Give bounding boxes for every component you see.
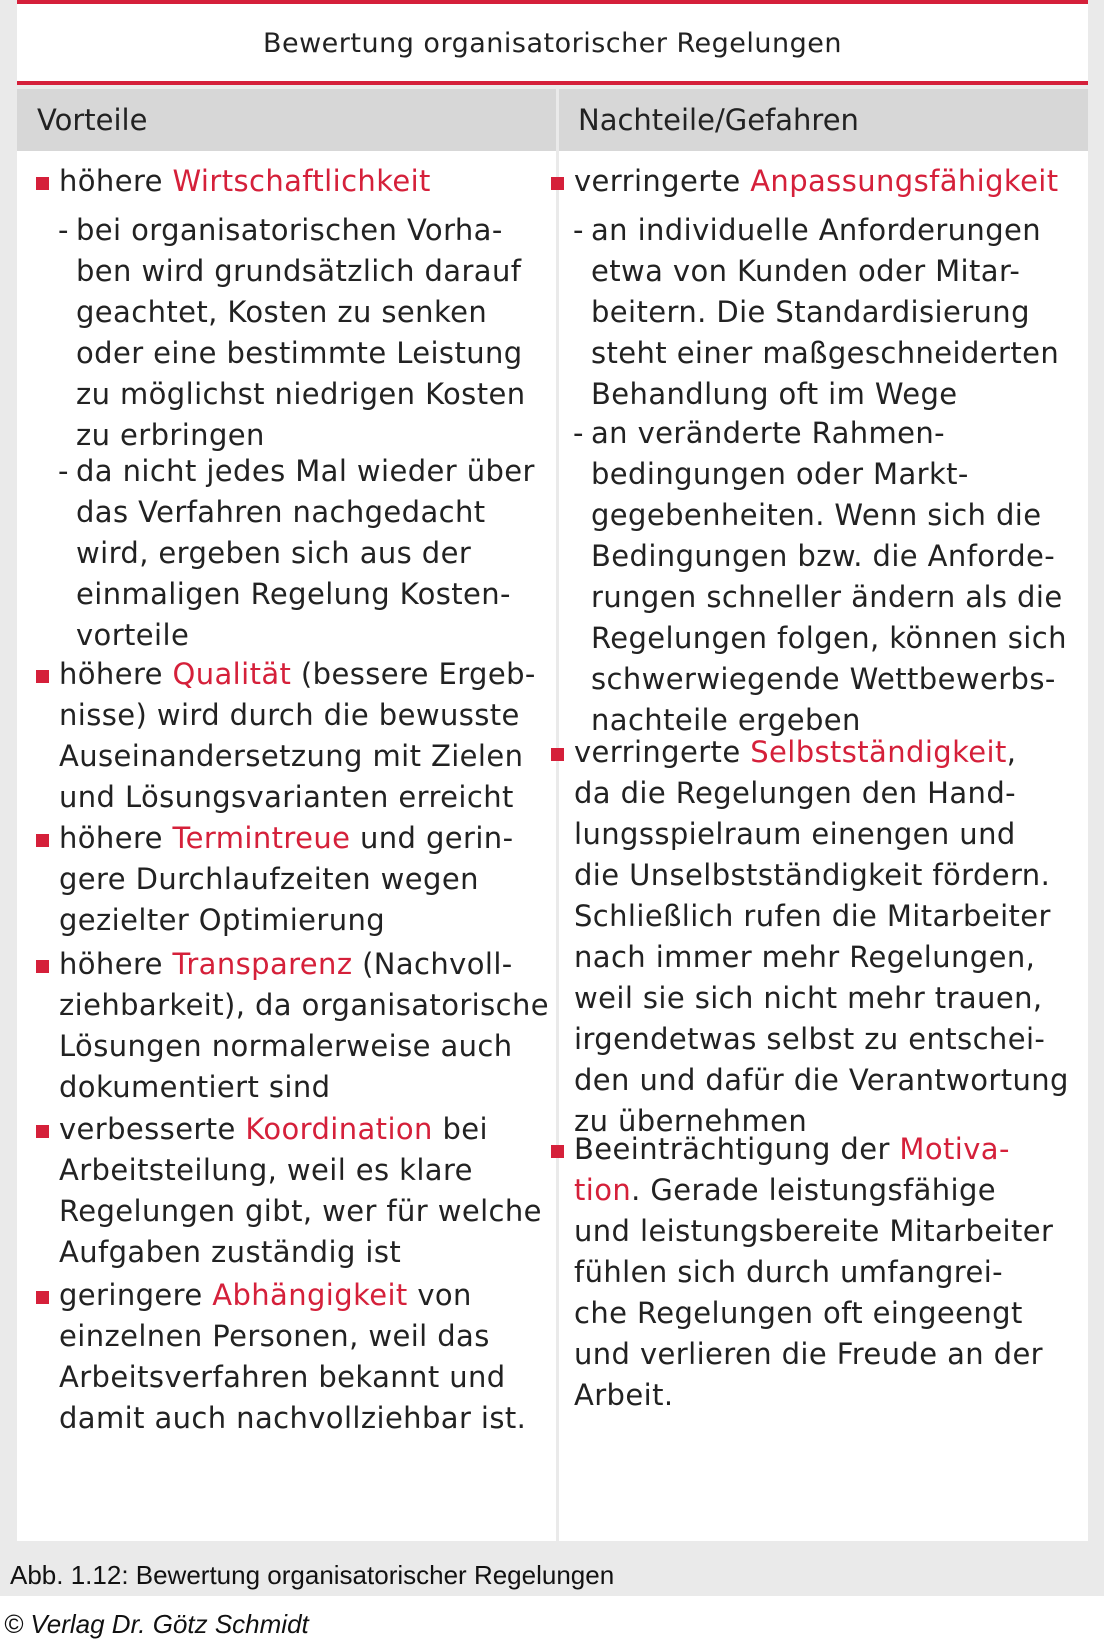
text-line	[591, 251, 1059, 292]
text-segment: Arbeitsverfahren bekannt und	[59, 1360, 506, 1394]
highlight-term: Abhängigkeit	[212, 1278, 408, 1312]
text-segment: ben wird grundsätzlich darauf	[76, 254, 522, 288]
text-segment: che Regelungen oft eingeengt	[574, 1296, 1023, 1330]
dash-marker: -	[58, 454, 69, 488]
highlight-term: Motiva-	[899, 1132, 1010, 1166]
bullet-marker	[36, 1125, 49, 1138]
text-segment: Regelungen folgen, können sich	[591, 621, 1067, 655]
text-line	[591, 577, 1067, 618]
text-line	[76, 210, 526, 251]
figure-caption: Abb. 1.12: Bewertung organisatorischer Regelungen	[10, 1560, 615, 1590]
text-segment: steht einer maßgeschneiderten	[591, 336, 1060, 370]
text-segment: da die Regelungen den Hand-	[574, 776, 1017, 810]
text-line	[59, 1067, 549, 1108]
text-segment: oder eine bestimmte Leistung	[76, 336, 523, 370]
text-segment: lungsspielraum einengen und	[574, 817, 1016, 851]
text-line	[59, 1316, 526, 1357]
text-line	[574, 1170, 1053, 1211]
text-segment: Lösungen normalerweise auch	[59, 1029, 513, 1063]
text-segment: einzelnen Personen, weil das	[59, 1319, 490, 1353]
text-segment: zu möglichst niedrigen Kosten	[76, 377, 526, 411]
text-segment: und gerin-	[350, 821, 514, 855]
text-line	[76, 574, 535, 615]
text-line	[591, 659, 1067, 700]
text-line	[59, 736, 536, 777]
vorteil-subitem	[58, 451, 535, 656]
text-line	[59, 1109, 542, 1150]
text-segment: Regelungen gibt, wer für welche	[59, 1194, 542, 1228]
text-line	[76, 492, 535, 533]
text-segment: irgendetwas selbst zu entschei-	[574, 1022, 1046, 1056]
text-segment: Auseinandersetzung mit Zielen	[59, 739, 524, 773]
text-segment: vorteile	[76, 618, 190, 652]
text-segment: gegebenheiten. Wenn sich die	[591, 498, 1042, 532]
text-line	[59, 1275, 526, 1316]
text-segment: von	[407, 1278, 472, 1312]
text-line	[574, 1334, 1053, 1375]
vorteil-subitem	[58, 210, 526, 456]
text-segment: dokumentiert sind	[59, 1070, 331, 1104]
text-segment: ,	[1006, 735, 1017, 769]
vorteil-item	[59, 1275, 526, 1439]
text-segment: ziehbarkeit), da organisatorische	[59, 988, 550, 1022]
highlight-term: Anpassungsfähigkeit	[750, 164, 1059, 198]
text-line	[591, 292, 1059, 333]
text-segment: an individuelle Anforderungen	[591, 213, 1042, 247]
text-line	[574, 978, 1069, 1019]
text-segment: . Gerade leistungsfähige	[631, 1173, 997, 1207]
text-segment: verringerte	[574, 164, 751, 198]
text-line	[76, 451, 535, 492]
text-line	[591, 618, 1067, 659]
text-segment: höhere	[59, 821, 173, 855]
nachteil-item	[574, 732, 1069, 1142]
text-line	[591, 536, 1067, 577]
text-line	[76, 251, 526, 292]
text-segment: damit auch nachvollziehbar ist.	[59, 1401, 527, 1435]
text-segment: und verlieren die Freude an der	[574, 1337, 1044, 1371]
column-header-vorteile: Vorteile	[17, 89, 556, 151]
text-line	[59, 1191, 542, 1232]
text-line	[574, 896, 1069, 937]
text-segment: beitern. Die Standardisierung	[591, 295, 1030, 329]
text-line	[574, 732, 1069, 773]
text-line	[59, 944, 549, 985]
text-segment: bedingungen oder Markt-	[591, 457, 969, 491]
text-segment: und leistungsbereite Mitarbeiter	[574, 1214, 1054, 1248]
text-segment: gezielter Optimierung	[59, 903, 386, 937]
text-line	[59, 985, 549, 1026]
text-line	[59, 1150, 542, 1191]
dash-marker: -	[573, 213, 584, 247]
text-line	[591, 495, 1067, 536]
dash-marker: -	[573, 416, 584, 450]
text-line	[76, 415, 526, 456]
text-line	[59, 859, 513, 900]
text-line	[574, 1019, 1069, 1060]
text-line	[59, 1398, 526, 1439]
text-segment: nach immer mehr Regelungen,	[574, 940, 1036, 974]
text-line	[76, 333, 526, 374]
highlight-term: Koordination	[245, 1112, 433, 1146]
highlight-term: Wirtschaftlichkeit	[172, 164, 431, 198]
highlight-term: Selbstständigkeit	[750, 735, 1007, 769]
text-line	[76, 292, 526, 333]
text-segment: bei	[432, 1112, 488, 1146]
text-line	[574, 814, 1069, 855]
vorteil-item	[59, 654, 536, 818]
column-nachteile	[559, 151, 1088, 1541]
nachteil-subitem	[573, 413, 1067, 741]
text-segment: die Unselbstständigkeit fördern.	[574, 858, 1051, 892]
dash-marker: -	[58, 213, 69, 247]
text-line	[591, 454, 1067, 495]
text-segment: nisse) wird durch die bewusste	[59, 698, 520, 732]
highlight-term: Transparenz	[172, 947, 353, 981]
vorteil-item	[59, 818, 513, 941]
text-segment: nachteile ergeben	[591, 703, 861, 737]
table-title-box	[17, 0, 1088, 85]
text-line	[574, 1375, 1053, 1416]
text-segment: Bedingungen bzw. die Anforde-	[591, 539, 1056, 573]
text-segment: an veränderte Rahmen-	[591, 416, 946, 450]
text-line	[574, 1252, 1053, 1293]
text-segment: etwa von Kunden oder Mitar-	[591, 254, 1021, 288]
text-line	[59, 818, 513, 859]
text-segment: Arbeit.	[574, 1378, 674, 1412]
text-segment: einmaligen Regelung Kosten-	[76, 577, 511, 611]
text-line	[591, 413, 1067, 454]
text-line	[59, 1026, 549, 1067]
text-line	[59, 1357, 526, 1398]
bullet-marker	[36, 670, 49, 683]
text-segment: (bessere Ergeb-	[291, 657, 536, 691]
text-segment: geachtet, Kosten zu senken	[76, 295, 488, 329]
bullet-marker	[551, 1145, 564, 1158]
text-segment: das Verfahren nachgedacht	[76, 495, 486, 529]
text-segment: fühlen sich durch umfangrei-	[574, 1255, 1004, 1289]
column-vorteile	[17, 151, 556, 1541]
text-segment: höhere	[59, 164, 173, 198]
text-line	[574, 1293, 1053, 1334]
column-header-nachteile: Nachteile/Gefahren	[559, 89, 1088, 151]
bullet-marker	[551, 177, 564, 190]
text-line	[59, 777, 536, 818]
text-line	[591, 374, 1059, 415]
text-segment: zu erbringen	[76, 418, 265, 452]
text-line	[59, 161, 431, 202]
copyright-credit: © Verlag Dr. Götz Schmidt	[4, 1609, 309, 1639]
text-line	[76, 533, 535, 574]
text-segment: Schließlich rufen die Mitarbeiter	[574, 899, 1051, 933]
text-segment: und Lösungsvarianten erreicht	[59, 780, 514, 814]
text-segment: verbesserte	[59, 1112, 246, 1146]
text-segment: Behandlung oft im Wege	[591, 377, 958, 411]
text-line	[76, 615, 535, 656]
bullet-marker	[36, 1291, 49, 1304]
text-segment: zu übernehmen	[574, 1104, 808, 1138]
vorteil-item	[59, 944, 549, 1108]
text-segment: gere Durchlaufzeiten wegen	[59, 862, 479, 896]
text-segment: da nicht jedes Mal wieder über	[76, 454, 535, 488]
text-line	[574, 855, 1069, 896]
text-line	[574, 161, 1059, 202]
bullet-marker	[36, 960, 49, 973]
text-segment: wird, ergeben sich aus der	[76, 536, 472, 570]
text-segment: rungen schneller ändern als die	[591, 580, 1063, 614]
vorteil-item	[59, 1109, 542, 1273]
table-title: Bewertung organisatorischer Regelungen	[262, 28, 843, 59]
text-segment: höhere	[59, 947, 173, 981]
text-segment: verringerte	[574, 735, 751, 769]
text-line	[59, 695, 536, 736]
highlight-term: Qualität	[172, 657, 292, 691]
text-line	[574, 1211, 1053, 1252]
text-line	[59, 654, 536, 695]
bullet-marker	[551, 748, 564, 761]
text-segment: (Nachvoll-	[352, 947, 513, 981]
text-line	[574, 1060, 1069, 1101]
text-segment: geringere	[59, 1278, 213, 1312]
text-segment: den und dafür die Verantwortung	[574, 1063, 1069, 1097]
highlight-term: Termintreue	[172, 821, 351, 855]
text-segment: schwerwiegende Wettbewerbs-	[591, 662, 1056, 696]
highlight-term: tion	[574, 1173, 632, 1207]
nachteil-item	[574, 161, 1059, 202]
text-line	[574, 773, 1069, 814]
text-line	[59, 1232, 542, 1273]
text-line	[76, 374, 526, 415]
bullet-marker	[36, 834, 49, 847]
vorteil-item	[59, 161, 431, 202]
text-line	[591, 210, 1059, 251]
text-segment: höhere	[59, 657, 173, 691]
text-segment: Aufgaben zuständig ist	[59, 1235, 402, 1269]
nachteil-subitem	[573, 210, 1060, 415]
text-line	[574, 937, 1069, 978]
bullet-marker	[36, 177, 49, 190]
text-segment: Beeinträchtigung der	[574, 1132, 900, 1166]
nachteil-item	[574, 1129, 1053, 1416]
text-segment: Arbeitsteilung, weil es klare	[59, 1153, 473, 1187]
text-line	[591, 333, 1059, 374]
text-segment: weil sie sich nicht mehr trauen,	[574, 981, 1043, 1015]
text-line	[59, 900, 513, 941]
text-line	[574, 1129, 1053, 1170]
text-segment: bei organisatorischen Vorha-	[76, 213, 503, 247]
